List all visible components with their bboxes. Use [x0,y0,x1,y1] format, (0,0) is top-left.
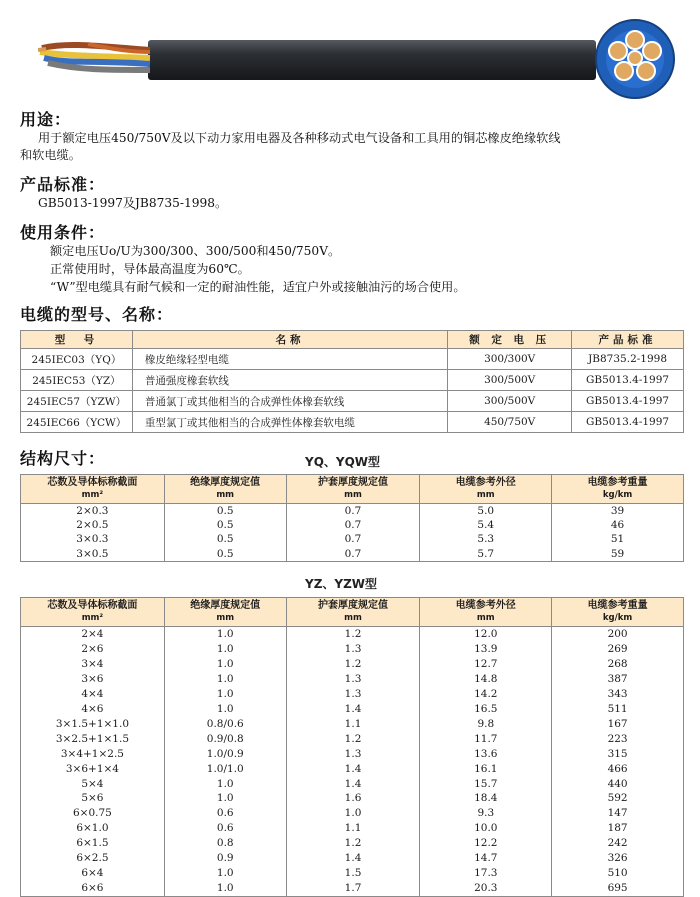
table-row [21,391,684,412]
sheath-cell: 1.1 [286,717,420,732]
header-cores [21,598,165,627]
voltage-cell: 300/500V [448,391,572,412]
diameter-cell: 13.6 [420,747,552,762]
table-row [21,370,684,391]
header-cores [21,475,165,504]
weight-cell: 59 [552,547,684,562]
cores-cell: 3×0.3 [21,532,165,546]
cores-cell: 6×4 [21,866,165,881]
table-row [21,642,684,657]
sheath-cell: 0.7 [286,504,420,519]
insulation-cell: 1.0 [164,791,286,806]
header-label: 电缆参考外径 [455,477,516,488]
standard-cell: GB5013.4-1997 [572,412,684,433]
cable-illustration [38,30,598,90]
cores-cell: 3×6+1×4 [21,762,165,777]
weight-cell: 51 [552,532,684,546]
cores-cell: 4×4 [21,687,165,702]
voltage-cell: 300/500V [448,370,572,391]
table-row [21,881,684,896]
header-weight [552,475,684,504]
diameter-cell: 12.0 [420,627,552,642]
weight-cell: 268 [552,657,684,672]
sheath-cell: 1.4 [286,762,420,777]
weight-cell: 592 [552,791,684,806]
diameter-cell: 5.7 [420,547,552,562]
insulation-cell: 0.9/0.8 [164,732,286,747]
sheath-cell: 1.3 [286,747,420,762]
weight-cell: 269 [552,642,684,657]
voltage-cell: 300/300V [448,349,572,370]
weight-cell: 39 [552,504,684,519]
insulation-cell: 1.0/1.0 [164,762,286,777]
header-model: 型 号 [21,331,133,349]
table-row [21,732,684,747]
sheath-cell: 1.7 [286,881,420,896]
model-cell: 245IEC66（YCW） [21,412,133,433]
model-cell: 245IEC53（YZ） [21,370,133,391]
table-header-row [21,475,684,504]
header-unit: mm [476,490,495,500]
insulation-cell: 1.0 [164,881,286,896]
header-label: 电缆参考重量 [587,600,648,611]
header-label: 芯数及导体标称截面 [47,477,138,488]
standard-text: GB5013-1997及JB8735-1998。 [38,196,228,210]
header-insulation [164,598,286,627]
sheath-cell: 1.3 [286,642,420,657]
weight-cell: 387 [552,672,684,687]
diameter-cell: 5.3 [420,532,552,546]
cores-cell: 6×0.75 [21,806,165,821]
sheath-cell: 1.5 [286,866,420,881]
header-unit: kg/km [602,490,633,500]
table-row [21,672,684,687]
standard-cell: JB8735.2-1998 [572,349,684,370]
cores-cell: 6×2.5 [21,851,165,866]
table-header-row [21,331,684,349]
insulation-cell: 1.0 [164,866,286,881]
table1-caption: YQ、YQW型 [305,455,381,469]
cores-cell: 6×1.5 [21,836,165,851]
conditions-line1: 额定电压Uo/U为300/300、300/500和450/750V。 [50,244,341,258]
table-body [21,627,684,897]
table-row [21,866,684,881]
cores-cell: 5×6 [21,791,165,806]
table-row [21,791,684,806]
cores-cell: 5×4 [21,777,165,792]
model-cell: 245IEC03（YQ） [21,349,133,370]
diameter-cell: 14.7 [420,851,552,866]
sheath-cell: 1.6 [286,791,420,806]
cores-cell: 2×0.3 [21,504,165,519]
header-unit: mm [216,613,235,623]
table-row [21,762,684,777]
weight-cell: 511 [552,702,684,717]
cores-cell: 2×0.5 [21,518,165,532]
header-label: 电缆参考外径 [455,600,516,611]
diameter-cell: 20.3 [420,881,552,896]
header-voltage: 额 定 电 压 [448,331,572,349]
dimensions-heading: 结构尺寸： [20,449,106,468]
sheath-cell: 1.4 [286,851,420,866]
table-row [21,627,684,642]
sheath-cell: 0.7 [286,532,420,546]
insulation-cell: 0.6 [164,806,286,821]
cores-cell: 3×0.5 [21,547,165,562]
weight-cell: 242 [552,836,684,851]
insulation-cell: 0.6 [164,821,286,836]
sheath-cell: 1.1 [286,821,420,836]
sheath-cell: 0.7 [286,518,420,532]
header-diameter [420,598,552,627]
weight-cell: 343 [552,687,684,702]
usage-text-line2: 和软电缆。 [20,148,81,162]
insulation-cell: 1.0 [164,687,286,702]
table-row [21,687,684,702]
cores-cell: 3×6 [21,672,165,687]
standard-cell: GB5013.4-1997 [572,391,684,412]
header-unit: kg/km [602,613,633,623]
standard-heading: 产品标准： [20,175,106,194]
header-unit: mm² [81,490,104,500]
header-standard: 产品标准 [572,331,684,349]
weight-cell: 695 [552,881,684,896]
header-unit: mm² [81,613,104,623]
header-label: 护套厚度规定值 [317,477,388,488]
table-body [21,504,684,562]
yz-dimensions-table [20,597,684,897]
table-row [21,702,684,717]
conditions-line2: 正常使用时，导体最高温度为60℃。 [50,262,250,276]
conditions-heading: 使用条件： [20,223,106,242]
insulation-cell: 1.0 [164,672,286,687]
diameter-cell: 16.5 [420,702,552,717]
model-cell: 245IEC57（YZW） [21,391,133,412]
weight-cell: 223 [552,732,684,747]
insulation-cell: 1.0 [164,702,286,717]
yq-dimensions-table [20,474,684,562]
table-row [21,518,684,532]
name-cell: 普通氯丁或其他相当的合成弹性体橡套软线 [132,391,447,412]
header-sheath [286,598,420,627]
header-label: 绝缘厚度规定值 [190,477,261,488]
insulation-cell: 1.0 [164,657,286,672]
header-label: 绝缘厚度规定值 [190,600,261,611]
weight-cell: 187 [552,821,684,836]
cores-cell: 2×4 [21,627,165,642]
diameter-cell: 9.3 [420,806,552,821]
insulation-cell: 0.9 [164,851,286,866]
cores-cell: 3×2.5+1×1.5 [21,732,165,747]
table-row [21,657,684,672]
table-row [21,806,684,821]
diameter-cell: 5.0 [420,504,552,519]
weight-cell: 466 [552,762,684,777]
sheath-cell: 0.7 [286,547,420,562]
header-label: 芯数及导体标称截面 [47,600,138,611]
usage-heading: 用途： [20,110,72,129]
table-row [21,777,684,792]
diameter-cell: 17.3 [420,866,552,881]
table-row [21,504,684,519]
standard-cell: GB5013.4-1997 [572,370,684,391]
cores-cell: 6×1.0 [21,821,165,836]
table-row [21,412,684,433]
table-row [21,836,684,851]
sheath-cell: 1.0 [286,806,420,821]
table-row [21,851,684,866]
insulation-cell: 1.0 [164,642,286,657]
cable-cross-section-icon [594,18,676,100]
table-row [21,747,684,762]
conditions-line3: “W”型电缆具有耐气候和一定的耐油性能，适宜户外或接触油污的场合使用。 [50,280,466,294]
header-unit: mm [216,490,235,500]
cores-cell: 4×6 [21,702,165,717]
table-row [21,349,684,370]
sheath-cell: 1.4 [286,777,420,792]
insulation-cell: 0.8 [164,836,286,851]
voltage-cell: 450/750V [448,412,572,433]
diameter-cell: 10.0 [420,821,552,836]
name-cell: 重型氯丁或其他相当的合成弹性体橡套软电缆 [132,412,447,433]
diameter-cell: 13.9 [420,642,552,657]
weight-cell: 315 [552,747,684,762]
table-row [21,717,684,732]
cores-cell: 2×6 [21,642,165,657]
cores-cell: 3×1.5+1×1.0 [21,717,165,732]
diameter-cell: 18.4 [420,791,552,806]
insulation-cell: 1.0 [164,627,286,642]
diameter-cell: 14.8 [420,672,552,687]
table-row [21,547,684,562]
weight-cell: 46 [552,518,684,532]
weight-cell: 147 [552,806,684,821]
table-row [21,821,684,836]
diameter-cell: 11.7 [420,732,552,747]
header-sheath [286,475,420,504]
header-unit: mm [476,613,495,623]
model-table [20,330,684,433]
sheath-cell: 1.3 [286,687,420,702]
diameter-cell: 14.2 [420,687,552,702]
cores-cell: 3×4+1×2.5 [21,747,165,762]
weight-cell: 326 [552,851,684,866]
weight-cell: 440 [552,777,684,792]
weight-cell: 167 [552,717,684,732]
header-label: 护套厚度规定值 [318,600,389,611]
table-header-row [21,598,684,627]
header-unit: mm [344,490,362,500]
diameter-cell: 12.2 [420,836,552,851]
header-name: 名称 [132,331,447,349]
diameter-cell: 9.8 [420,717,552,732]
insulation-cell: 0.5 [164,547,286,562]
insulation-cell: 1.0/0.9 [164,747,286,762]
insulation-cell: 1.0 [164,777,286,792]
header-diameter [420,475,552,504]
sheath-cell: 1.3 [286,672,420,687]
header-unit: mm [344,613,362,623]
header-label: 电缆参考重量 [587,477,648,488]
sheath-cell: 1.2 [286,732,420,747]
usage-text-line1: 用于额定电压450/750V及以下动力家用电器及各种移动式电气设备和工具用的铜芯橡皮绝缘软线 [38,131,561,145]
sheath-cell: 1.2 [286,836,420,851]
weight-cell: 200 [552,627,684,642]
insulation-cell: 0.5 [164,532,286,546]
diameter-cell: 16.1 [420,762,552,777]
table-row [21,532,684,546]
diameter-cell: 15.7 [420,777,552,792]
sheath-cell: 1.2 [286,657,420,672]
insulation-cell: 0.5 [164,504,286,519]
sheath-cell: 1.2 [286,627,420,642]
name-cell: 橡皮绝缘轻型电缆 [132,349,447,370]
sheath-cell: 1.4 [286,702,420,717]
header-insulation [164,475,286,504]
name-cell: 普通强度橡套软线 [132,370,447,391]
cores-cell: 3×4 [21,657,165,672]
table2-caption: YZ、YZW型 [305,577,378,591]
insulation-cell: 0.5 [164,518,286,532]
models-heading: 电缆的型号、名称： [20,305,174,324]
cores-cell: 6×6 [21,881,165,896]
diameter-cell: 5.4 [420,518,552,532]
insulation-cell: 0.8/0.6 [164,717,286,732]
diameter-cell: 12.7 [420,657,552,672]
header-weight [552,598,684,627]
weight-cell: 510 [552,866,684,881]
